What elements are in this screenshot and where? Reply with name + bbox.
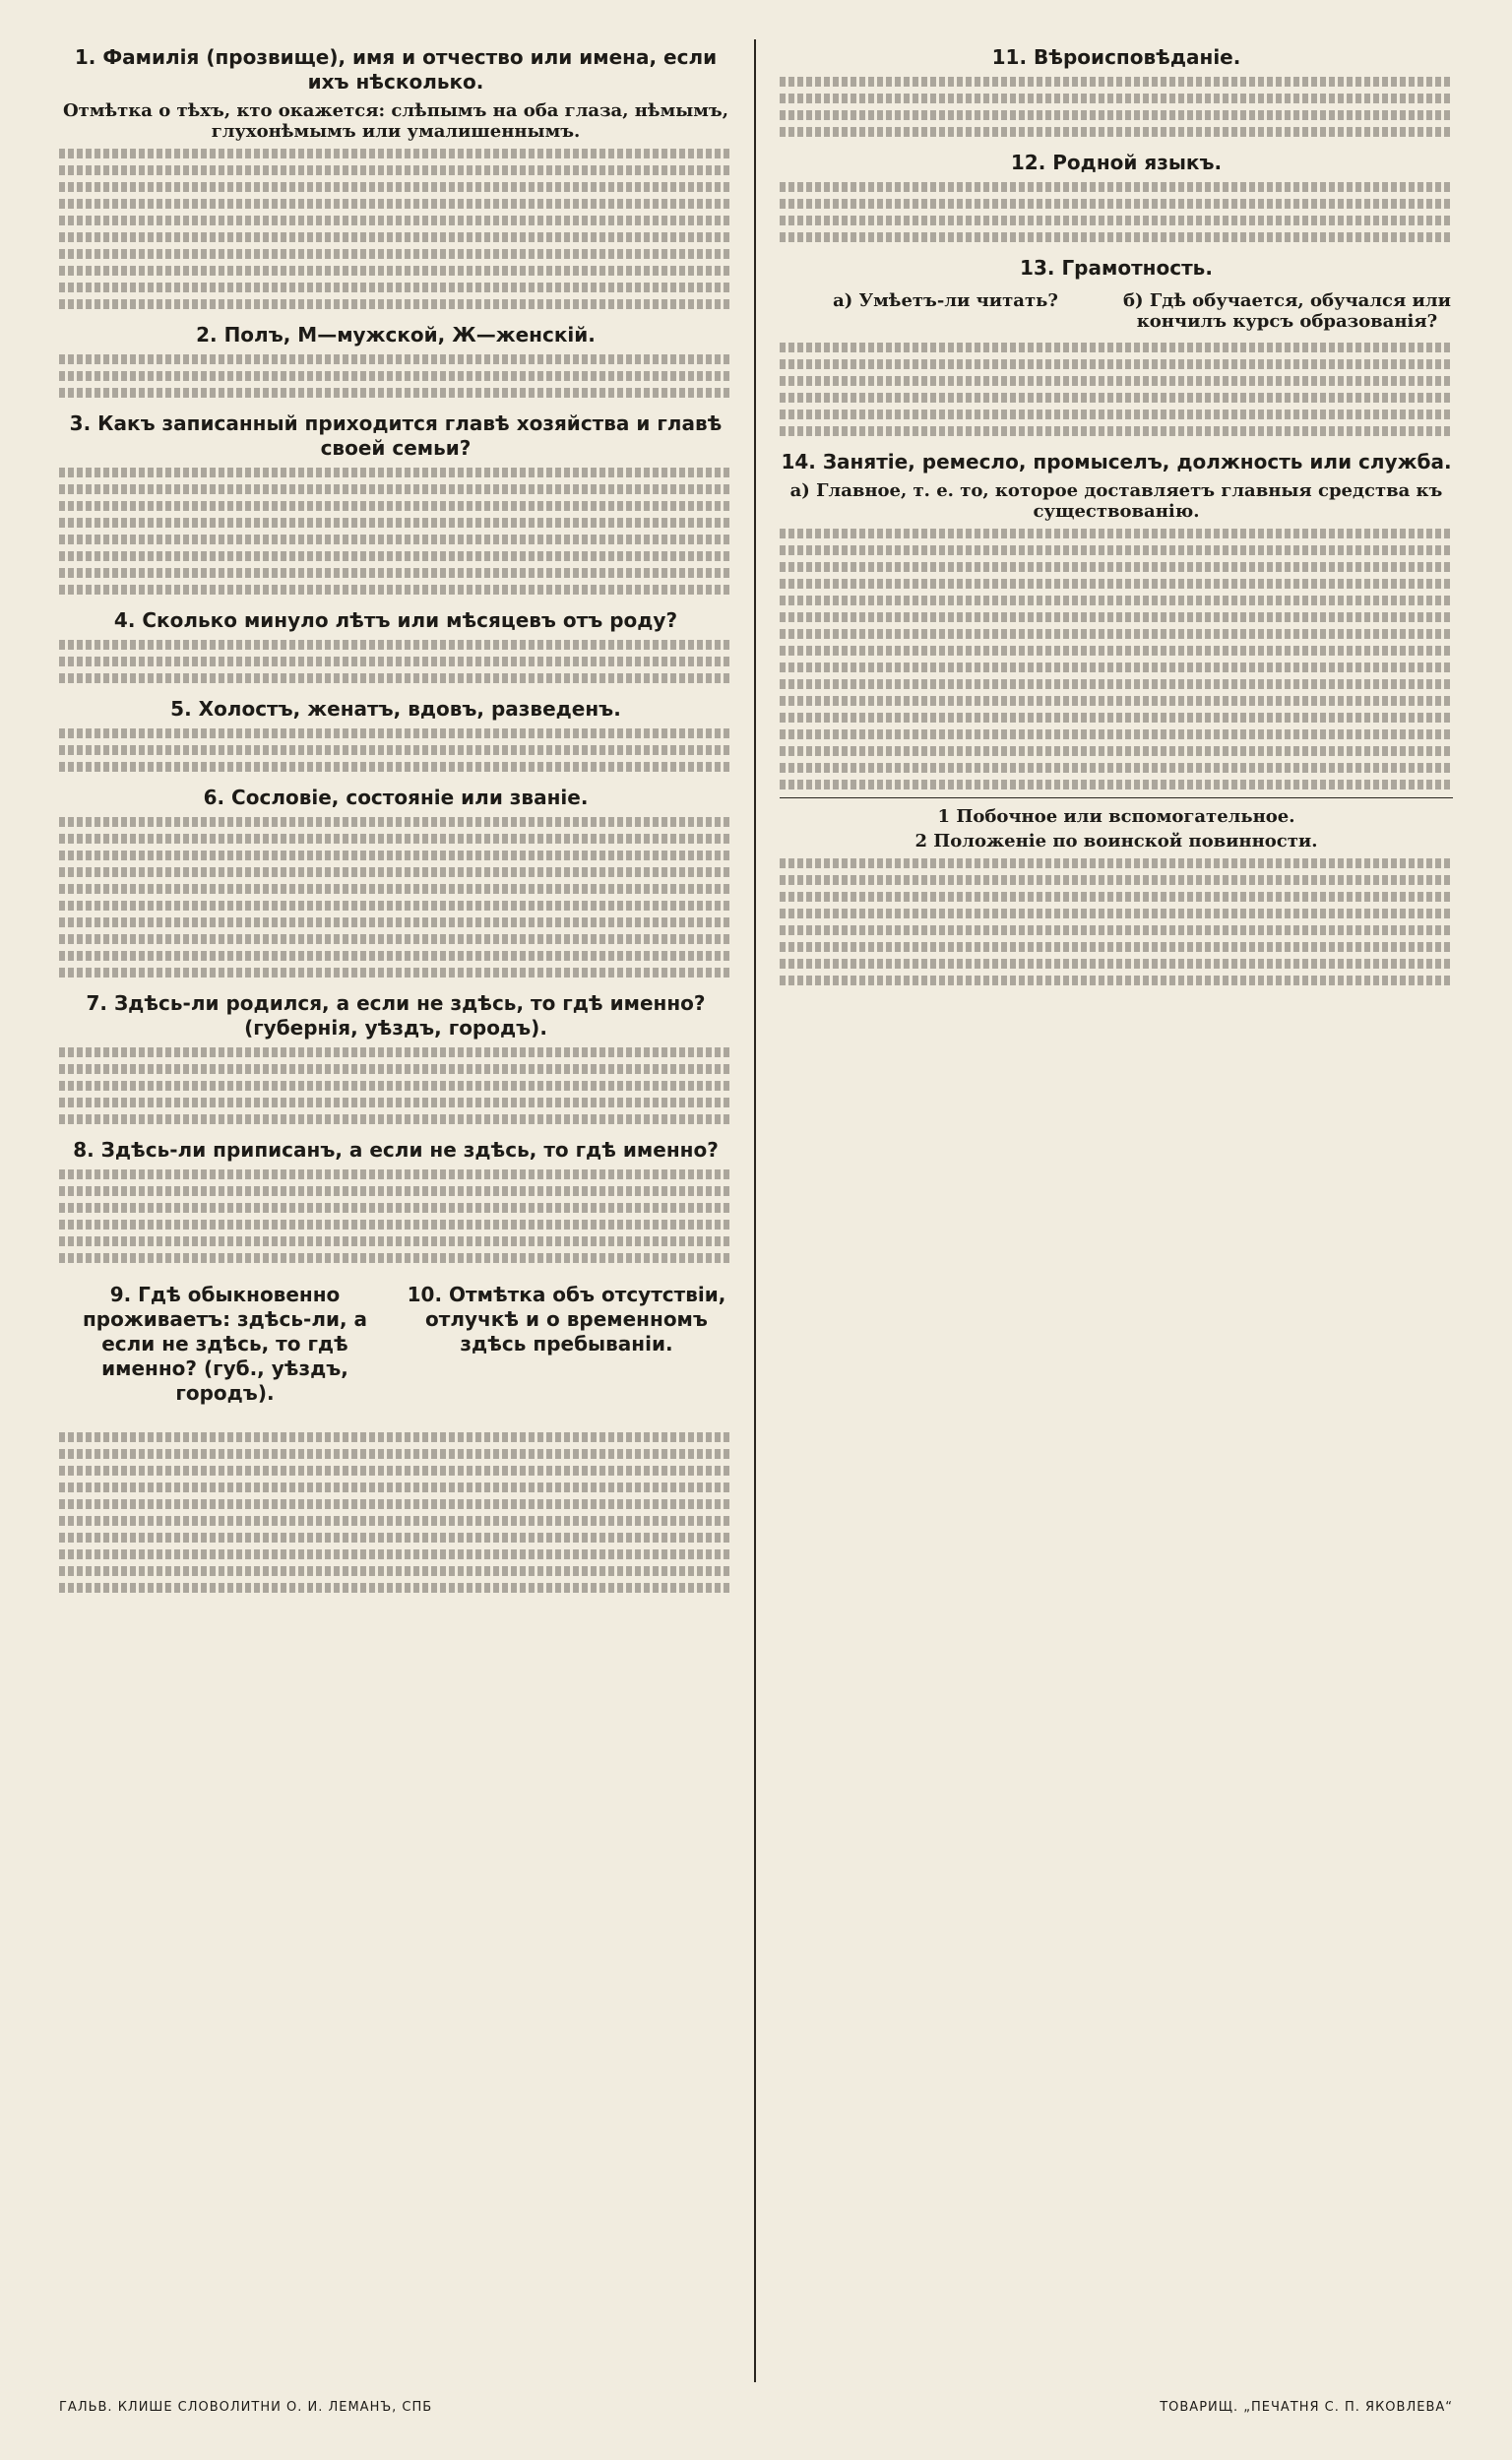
section-13-heading: 13. Грамотность.	[1020, 256, 1213, 280]
footer-left: ГАЛЬВ. КЛИШЕ СЛОВОЛИТНИ О. И. ЛЕМАНЪ, СПБ	[59, 2400, 433, 2415]
footer-right: ТОВАРИЩ. „ПЕЧАТНЯ С. П. ЯКОВЛЕВА“	[1160, 2400, 1453, 2415]
section-3-body	[59, 468, 732, 595]
section-13-a: а) Умѣетъ-ли читать?	[833, 290, 1058, 311]
section-3	[59, 411, 732, 595]
section-5-body	[59, 728, 732, 772]
section-13-subheadings	[780, 286, 1453, 336]
section-7	[59, 991, 732, 1124]
section-12	[780, 151, 1453, 242]
sections-9-10-row	[59, 1277, 732, 1425]
section-12-heading: 12. Родной языкъ.	[1010, 151, 1223, 174]
section-4-body	[59, 640, 732, 683]
section-11-heading: 11. Вѣроисповѣданіе.	[991, 45, 1241, 69]
census-instructions-sheet	[59, 39, 1453, 2382]
right-column	[780, 39, 1453, 2382]
section-12-body	[780, 182, 1453, 242]
section-7-heading: 7. Здѣсь-ли родился, а если не здѣсь, то гдѣ именно? (губернія, уѣздъ, городъ).	[86, 991, 706, 1040]
section-2-body	[59, 354, 732, 398]
section-13	[780, 256, 1453, 436]
section-1	[59, 45, 732, 309]
section-6-heading: 6. Сословіе, состояніе или званіе.	[203, 786, 589, 809]
section-10	[401, 1277, 732, 1362]
section-1-heading: 1. Фамилія (прозвище), имя и отчество или имена, если ихъ нѣсколько.	[74, 45, 718, 94]
section-4	[59, 608, 732, 683]
section-6-body	[59, 817, 732, 978]
section-11-body	[780, 77, 1453, 137]
section-13-b: б) Гдѣ обучается, обучался или кончилъ курсъ образованія?	[1123, 290, 1451, 332]
section-4-heading: 4. Сколько минуло лѣтъ или мѣсяцевъ отъ роду?	[113, 608, 678, 632]
section-9	[59, 1277, 391, 1412]
section-14-a: а) Главное, т. е. то, которое доставляетъ главныя средства къ существованію.	[789, 480, 1443, 522]
section-1-subheading: Отмѣтка о тѣхъ, кто окажется: слѣпымъ на оба глаза, нѣмымъ, глухонѣмымъ или умалишеннымъ.	[63, 100, 728, 142]
section-6	[59, 786, 732, 978]
section-14-b2: 2 Положеніе по воинской повинности.	[914, 831, 1318, 852]
section-2-heading: 2. Полъ, М—мужской, Ж—женскій.	[196, 323, 596, 347]
section-14-heading: 14. Занятіе, ремесло, промыселъ, должность или служба.	[781, 450, 1452, 473]
divider	[780, 797, 1453, 798]
section-8-body	[59, 1169, 732, 1263]
section-3-heading: 3. Какъ записанный приходится главѣ хозяйства и главѣ своей семьи?	[69, 411, 723, 460]
section-2	[59, 323, 732, 398]
section-9-heading: 9. Гдѣ обыкновенно проживаетъ: здѣсь-ли, а если не здѣсь, то гдѣ именно? (губ., уѣздъ, городъ).	[82, 1283, 368, 1405]
section-11	[780, 45, 1453, 137]
section-5	[59, 697, 732, 772]
section-7-body	[59, 1047, 732, 1124]
section-13-body	[780, 343, 1453, 436]
left-column	[59, 39, 756, 2382]
section-14-b-body	[780, 858, 1453, 985]
section-1-body	[59, 149, 732, 309]
page-footer	[59, 2400, 1453, 2415]
section-14-b1: 1 Побочное или вспомогательное.	[937, 806, 1295, 827]
sections-9-10-body	[59, 1432, 732, 1593]
section-10-heading: 10. Отмѣтка объ отсутствіи, отлучкѣ и о временномъ здѣсь пребываніи.	[407, 1283, 726, 1356]
section-8	[59, 1138, 732, 1263]
section-8-heading: 8. Здѣсь-ли приписанъ, а если не здѣсь, то гдѣ именно?	[73, 1138, 719, 1162]
section-14-body	[780, 529, 1453, 789]
section-14	[780, 450, 1453, 985]
section-5-heading: 5. Холостъ, женатъ, вдовъ, разведенъ.	[170, 697, 621, 721]
